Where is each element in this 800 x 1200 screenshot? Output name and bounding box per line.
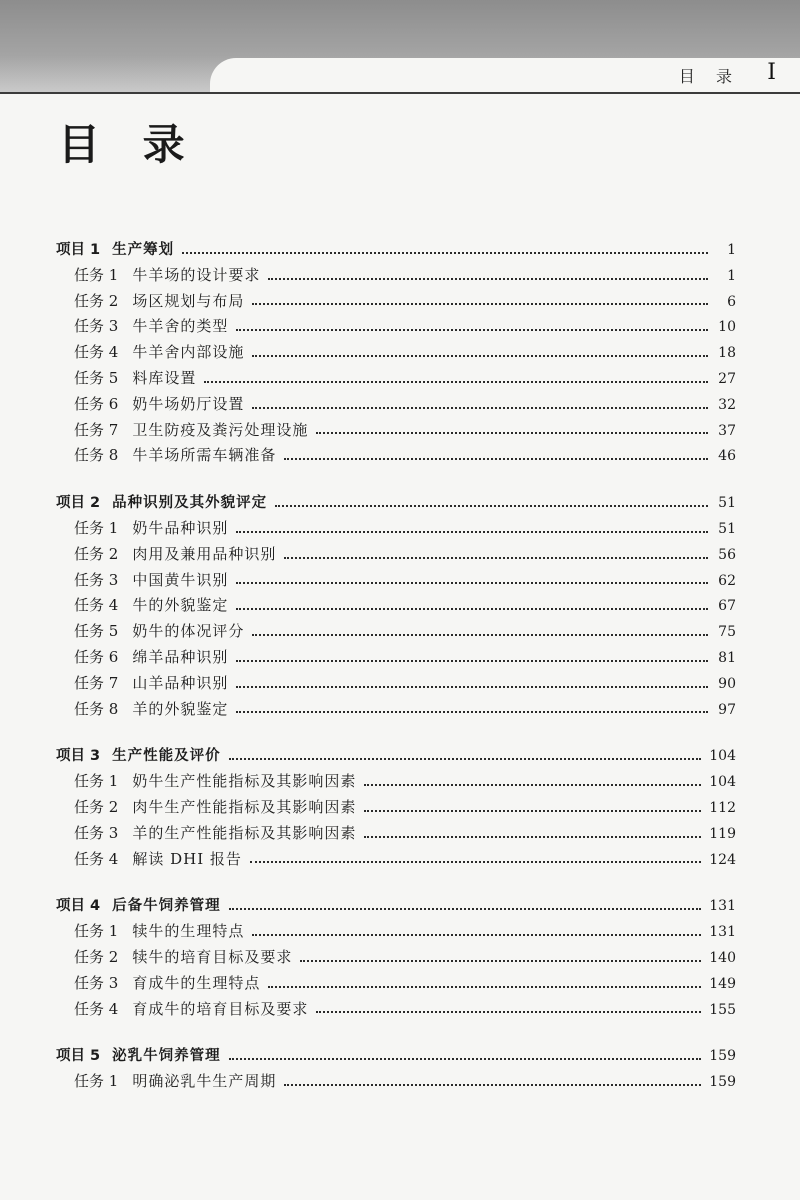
toc-task-entry[interactable] <box>56 698 736 724</box>
toc-task-entry[interactable] <box>56 822 736 848</box>
toc-task-entry-page-number: 112 <box>709 799 736 816</box>
toc-project-entry-number: 项目 2 <box>56 495 101 512</box>
page-title: 目 录 <box>58 120 199 169</box>
toc-task-entry[interactable] <box>56 920 736 946</box>
toc-task-entry[interactable] <box>56 1070 736 1096</box>
toc-task-entry[interactable] <box>56 848 736 874</box>
toc-project-entry[interactable] <box>56 491 736 517</box>
toc-task-entry-number: 任务 4 <box>74 999 119 1018</box>
toc-task-entry-number: 任务 1 <box>74 265 119 284</box>
dot-leader <box>252 303 708 305</box>
toc-task-entry-number: 任务 2 <box>74 947 119 966</box>
toc-task-entry[interactable] <box>56 367 736 393</box>
dot-leader <box>236 686 708 688</box>
toc-task-entry-page-number: 6 <box>727 293 736 310</box>
toc-project-entry[interactable] <box>56 744 736 770</box>
toc-task-entry-title: 牛的外貌鉴定 <box>132 596 229 615</box>
toc-task-entry[interactable] <box>56 594 736 620</box>
toc-project-entry-number: 项目 4 <box>56 898 101 915</box>
toc-task-entry[interactable] <box>56 543 736 569</box>
toc-task-entry-number: 任务 1 <box>74 518 119 537</box>
toc-task-entry[interactable] <box>56 672 736 698</box>
toc-project-entry-number: 项目 1 <box>56 242 101 258</box>
toc-section <box>56 238 736 470</box>
dot-leader <box>182 252 708 254</box>
dot-leader <box>252 934 701 936</box>
toc-task-entry[interactable] <box>56 998 736 1024</box>
toc-project-entry[interactable] <box>56 894 736 920</box>
dot-leader <box>236 329 708 331</box>
toc-task-entry-title: 中国黄牛识别 <box>132 570 229 589</box>
toc-task-entry-page-number: 18 <box>718 345 736 362</box>
toc-task-entry-number: 任务 6 <box>74 394 119 413</box>
toc-task-entry-title: 卫生防疫及粪污处理设施 <box>132 420 309 439</box>
dot-leader <box>236 531 708 533</box>
toc-task-entry-title: 山羊品种识别 <box>132 673 229 692</box>
toc-task-entry-number: 任务 2 <box>74 544 119 563</box>
toc-project-entry-page-number: 51 <box>718 495 736 512</box>
toc-task-entry[interactable] <box>56 444 736 470</box>
dot-leader <box>250 861 701 863</box>
toc-task-entry-title: 牛羊场的设计要求 <box>132 265 261 284</box>
toc-task-entry-title: 绵羊品种识别 <box>132 647 229 666</box>
toc-task-entry[interactable] <box>56 341 736 367</box>
toc-task-entry-page-number: 46 <box>718 448 736 465</box>
toc-task-entry-page-number: 10 <box>718 319 736 336</box>
toc-task-entry-page-number: 124 <box>709 851 736 868</box>
toc-task-entry[interactable] <box>56 315 736 341</box>
toc-task-entry-number: 任务 3 <box>74 973 119 992</box>
toc-task-entry-title: 育成牛的生理特点 <box>132 973 261 992</box>
toc-task-entry-title: 犊牛的培育目标及要求 <box>132 947 293 966</box>
table-of-contents <box>56 238 736 1117</box>
toc-task-entry-number: 任务 1 <box>74 1072 119 1091</box>
dot-leader <box>284 557 708 559</box>
toc-task-entry-page-number: 155 <box>709 1001 736 1018</box>
toc-project-entry-title: 品种识别及其外貌评定 <box>112 495 268 512</box>
toc-task-entry-number: 任务 1 <box>74 772 119 791</box>
toc-project-entry-title: 泌乳牛饲养管理 <box>112 1048 221 1065</box>
toc-task-entry-page-number: 51 <box>718 520 736 537</box>
toc-task-entry-title: 肉用及兼用品种识别 <box>132 544 277 563</box>
dot-leader <box>236 660 708 662</box>
dot-leader <box>284 1084 701 1086</box>
dot-leader <box>268 986 701 988</box>
toc-task-entry-number: 任务 2 <box>74 797 119 816</box>
dot-leader <box>316 432 708 434</box>
toc-task-entry-title: 牛羊舍的类型 <box>132 317 229 336</box>
toc-task-entry-page-number: 56 <box>718 546 736 563</box>
dot-leader <box>268 278 708 280</box>
toc-project-entry-page-number: 1 <box>727 242 736 258</box>
toc-project-entry[interactable] <box>56 1044 736 1070</box>
dot-leader <box>229 908 702 910</box>
dot-leader <box>252 355 708 357</box>
toc-task-entry[interactable] <box>56 646 736 672</box>
toc-task-entry-page-number: 67 <box>718 598 736 615</box>
toc-task-entry-page-number: 37 <box>718 422 736 439</box>
toc-task-entry-page-number: 1 <box>727 267 736 284</box>
toc-task-entry[interactable] <box>56 264 736 290</box>
toc-task-entry-number: 任务 4 <box>74 343 119 362</box>
toc-task-entry[interactable] <box>56 946 736 972</box>
dot-leader <box>316 1011 701 1013</box>
toc-project-entry-title: 生产性能及评价 <box>112 748 221 765</box>
toc-task-entry[interactable] <box>56 419 736 445</box>
toc-task-entry[interactable] <box>56 620 736 646</box>
toc-task-entry-page-number: 140 <box>709 949 736 966</box>
toc-task-entry-number: 任务 3 <box>74 570 119 589</box>
toc-task-entry-number: 任务 3 <box>74 317 119 336</box>
dot-leader <box>236 608 708 610</box>
toc-task-entry-title: 奶牛生产性能指标及其影响因素 <box>132 772 357 791</box>
toc-task-entry-number: 任务 1 <box>74 922 119 941</box>
toc-project-entry-title: 后备牛饲养管理 <box>112 898 221 915</box>
toc-task-entry-title: 犊牛的生理特点 <box>132 922 245 941</box>
toc-task-entry-title: 奶牛品种识别 <box>132 518 229 537</box>
toc-project-entry-page-number: 159 <box>709 1048 736 1065</box>
header-divider <box>0 92 800 94</box>
toc-task-entry-number: 任务 3 <box>74 823 119 842</box>
dot-leader <box>275 505 708 507</box>
toc-task-entry-title: 牛羊舍内部设施 <box>132 343 245 362</box>
running-header-title: 目 录 <box>678 67 740 86</box>
toc-project-entry-number: 项目 3 <box>56 748 101 765</box>
toc-task-entry-page-number: 149 <box>709 975 736 992</box>
toc-task-entry[interactable] <box>56 770 736 796</box>
toc-section <box>56 894 736 1023</box>
toc-task-entry-page-number: 32 <box>718 396 736 413</box>
toc-section <box>56 1044 736 1096</box>
toc-task-entry-title: 牛羊场所需车辆准备 <box>132 446 277 465</box>
dot-leader <box>229 758 702 760</box>
dot-leader <box>364 810 701 812</box>
toc-task-entry-number: 任务 4 <box>74 596 119 615</box>
toc-task-entry-page-number: 97 <box>718 701 736 718</box>
toc-task-entry-number: 任务 5 <box>74 368 119 387</box>
dot-leader <box>236 582 708 584</box>
toc-task-entry-number: 任务 7 <box>74 673 119 692</box>
toc-task-entry-title: 解读 DHI 报告 <box>132 849 242 868</box>
toc-task-entry-page-number: 27 <box>718 370 736 387</box>
toc-task-entry-page-number: 104 <box>709 774 736 791</box>
toc-task-entry-page-number: 75 <box>718 624 736 641</box>
toc-task-entry[interactable] <box>56 517 736 543</box>
toc-task-entry-title: 羊的生产性能指标及其影响因素 <box>132 823 357 842</box>
toc-project-entry-page-number: 104 <box>709 748 736 765</box>
toc-task-entry[interactable] <box>56 569 736 595</box>
toc-task-entry-title: 奶牛场奶厅设置 <box>132 394 245 413</box>
toc-task-entry-title: 场区规划与布局 <box>132 291 245 310</box>
dot-leader <box>252 634 708 636</box>
toc-task-entry-number: 任务 8 <box>74 699 119 718</box>
toc-task-entry-number: 任务 2 <box>74 291 119 310</box>
toc-task-entry-title: 育成牛的培育目标及要求 <box>132 999 309 1018</box>
dot-leader <box>284 458 708 460</box>
toc-project-entry-title: 生产筹划 <box>112 242 175 258</box>
toc-task-entry[interactable] <box>56 393 736 419</box>
dot-leader <box>229 1058 702 1060</box>
dot-leader <box>252 407 708 409</box>
dot-leader <box>364 836 701 838</box>
toc-task-entry-number: 任务 8 <box>74 446 119 465</box>
toc-project-entry-number: 项目 5 <box>56 1048 101 1065</box>
running-header-page-number: I <box>767 60 776 85</box>
dot-leader <box>236 711 708 713</box>
toc-task-entry-title: 料库设置 <box>132 368 197 387</box>
toc-task-entry[interactable] <box>56 290 736 316</box>
toc-task-entry-number: 任务 5 <box>74 622 119 641</box>
toc-task-entry-number: 任务 4 <box>74 849 119 868</box>
dot-leader <box>300 960 701 962</box>
toc-project-entry-page-number: 131 <box>709 898 736 915</box>
toc-task-entry-title: 奶牛的体况评分 <box>132 622 245 641</box>
toc-task-entry-page-number: 131 <box>709 924 736 941</box>
toc-task-entry-title: 肉牛生产性能指标及其影响因素 <box>132 797 357 816</box>
toc-task-entry-title: 羊的外貌鉴定 <box>132 699 229 718</box>
toc-task-entry[interactable] <box>56 972 736 998</box>
toc-task-entry[interactable] <box>56 796 736 822</box>
toc-task-entry-page-number: 90 <box>718 675 736 692</box>
dot-leader <box>364 784 701 786</box>
toc-section <box>56 744 736 873</box>
toc-task-entry-number: 任务 7 <box>74 420 119 439</box>
toc-task-entry-page-number: 159 <box>709 1074 736 1091</box>
toc-task-entry-title: 明确泌乳牛生产周期 <box>132 1072 277 1091</box>
toc-task-entry-page-number: 62 <box>718 572 736 589</box>
toc-task-entry-number: 任务 6 <box>74 647 119 666</box>
toc-project-entry[interactable] <box>56 238 736 264</box>
toc-task-entry-page-number: 119 <box>709 825 736 842</box>
dot-leader <box>204 381 708 383</box>
toc-task-entry-page-number: 81 <box>718 649 736 666</box>
toc-section <box>56 491 736 723</box>
